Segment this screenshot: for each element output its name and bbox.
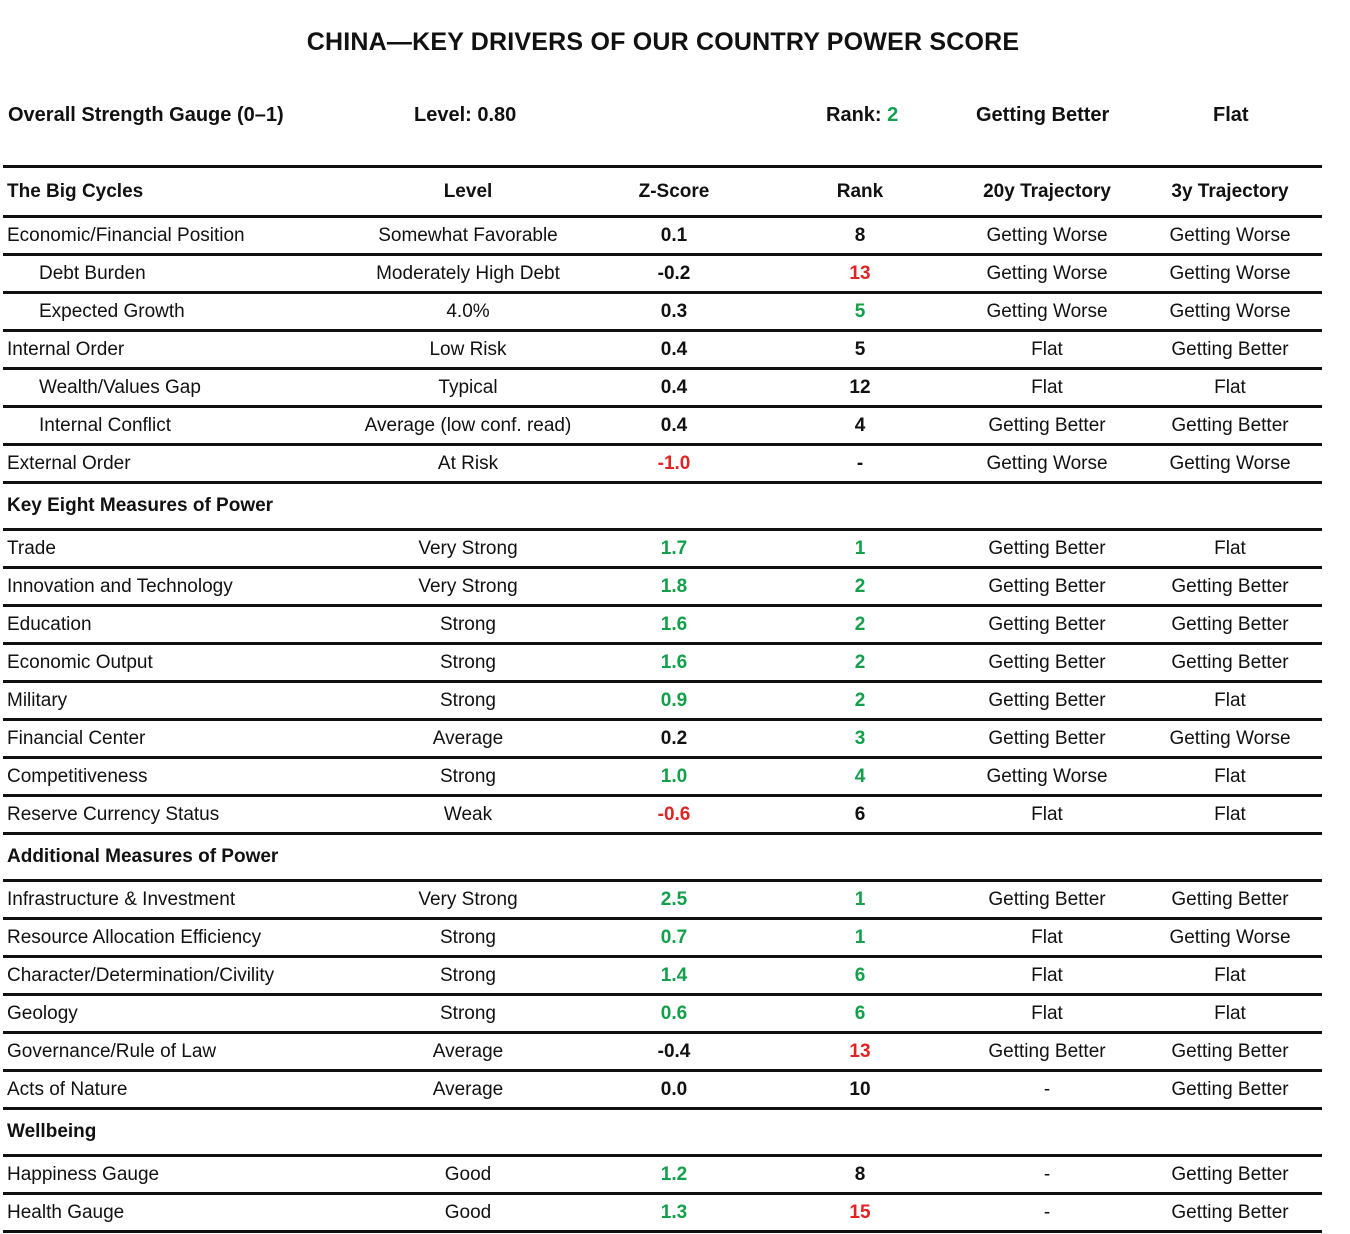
row-level: Strong — [440, 689, 496, 711]
row-level: Average — [432, 1040, 504, 1062]
row-20y-trajectory: Flat — [1031, 338, 1063, 360]
row-3y-trajectory: Getting Better — [1171, 338, 1289, 360]
section-header-row — [3, 484, 1322, 531]
row-20y-trajectory: Getting Better — [988, 537, 1106, 559]
row-z-score: -0.6 — [657, 803, 691, 825]
row-20y-trajectory: Getting Worse — [986, 262, 1108, 284]
row-3y-trajectory: Getting Worse — [1169, 224, 1291, 246]
row-20y-trajectory: - — [1043, 1201, 1051, 1223]
row-rank: 2 — [854, 651, 866, 673]
row-rank: 8 — [854, 224, 866, 246]
row-z-score: -0.4 — [657, 1040, 691, 1062]
row-3y-trajectory: Getting Better — [1171, 651, 1289, 673]
row-20y-trajectory: Getting Better — [988, 888, 1106, 910]
row-z-score: 0.1 — [660, 224, 688, 246]
row-name: Military — [7, 689, 68, 711]
row-name: Economic Output — [7, 651, 153, 673]
row-3y-trajectory: Getting Worse — [1169, 926, 1291, 948]
table-row — [3, 1157, 1322, 1195]
row-z-score: 0.2 — [660, 727, 688, 749]
table-row — [3, 1072, 1322, 1110]
row-rank: 5 — [854, 300, 866, 322]
row-20y-trajectory: Getting Better — [988, 575, 1106, 597]
row-rank: 8 — [854, 1163, 866, 1185]
row-3y-trajectory: Getting Worse — [1169, 300, 1291, 322]
table-row — [3, 218, 1322, 256]
overall-level: Level: 0.80 — [414, 104, 517, 126]
row-z-score: 1.8 — [660, 575, 688, 597]
overall-summary — [0, 104, 1326, 134]
row-z-score: 1.4 — [660, 964, 688, 986]
row-rank: 2 — [854, 575, 866, 597]
table-row — [3, 797, 1322, 835]
table-row — [3, 256, 1322, 294]
row-z-score: 2.5 — [660, 888, 688, 910]
row-level: Very Strong — [418, 888, 518, 910]
table-header-row — [3, 168, 1322, 218]
row-3y-trajectory: Flat — [1214, 537, 1246, 559]
row-name: Health Gauge — [7, 1201, 125, 1223]
row-z-score: 1.2 — [660, 1163, 688, 1185]
overall-rank-label: Rank: — [826, 104, 888, 126]
section-header-row — [3, 1110, 1322, 1157]
row-name: Acts of Nature — [7, 1078, 128, 1100]
table-row — [3, 882, 1322, 920]
row-3y-trajectory: Flat — [1214, 689, 1246, 711]
row-name: Education — [7, 613, 92, 635]
row-3y-trajectory: Getting Better — [1171, 575, 1289, 597]
row-20y-trajectory: - — [1043, 1078, 1051, 1100]
row-rank: 1 — [854, 537, 866, 559]
row-3y-trajectory: Getting Better — [1171, 1040, 1289, 1062]
row-20y-trajectory: Getting Better — [988, 613, 1106, 635]
row-name: Geology — [7, 1002, 78, 1024]
row-rank: 15 — [849, 1201, 871, 1223]
row-level: Strong — [440, 651, 496, 673]
column-header-z-score: Z-Score — [638, 180, 710, 202]
row-rank: 4 — [854, 414, 866, 436]
row-level: Good — [444, 1201, 492, 1223]
row-3y-trajectory: Getting Better — [1171, 414, 1289, 436]
overall-rank-value: 2 — [887, 104, 899, 126]
row-level: Average — [432, 727, 504, 749]
row-level: 4.0% — [446, 300, 490, 322]
row-20y-trajectory: Getting Worse — [986, 452, 1108, 474]
row-level: Good — [444, 1163, 492, 1185]
row-z-score: -1.0 — [657, 452, 691, 474]
row-rank: 3 — [854, 727, 866, 749]
row-20y-trajectory: Flat — [1031, 376, 1063, 398]
table-row — [3, 920, 1322, 958]
row-20y-trajectory: Getting Better — [988, 651, 1106, 673]
row-3y-trajectory: Flat — [1214, 803, 1246, 825]
row-z-score: 0.4 — [660, 338, 688, 360]
row-name: Debt Burden — [39, 262, 146, 284]
table-row — [3, 408, 1322, 446]
row-20y-trajectory: Getting Worse — [986, 224, 1108, 246]
column-header-level: Level — [443, 180, 493, 202]
overall-rank — [826, 104, 898, 127]
row-3y-trajectory: Getting Better — [1171, 1078, 1289, 1100]
row-3y-trajectory: Getting Better — [1171, 613, 1289, 635]
table-row — [3, 332, 1322, 370]
row-level: Average (low conf. read) — [364, 414, 572, 436]
row-3y-trajectory: Flat — [1214, 765, 1246, 787]
row-z-score: 1.6 — [660, 613, 688, 635]
table-row — [3, 607, 1322, 645]
row-rank: 12 — [849, 376, 871, 398]
table-row — [3, 1034, 1322, 1072]
column-header-big-cycles: The Big Cycles — [7, 180, 144, 202]
row-20y-trajectory: Getting Better — [988, 414, 1106, 436]
row-rank: 2 — [854, 613, 866, 635]
table-row — [3, 683, 1322, 721]
row-name: Innovation and Technology — [7, 575, 233, 597]
table-row — [3, 370, 1322, 408]
row-rank: 6 — [854, 964, 866, 986]
row-z-score: -0.2 — [657, 262, 691, 284]
row-name: Internal Conflict — [39, 414, 172, 436]
row-z-score: 0.9 — [660, 689, 688, 711]
row-name: Reserve Currency Status — [7, 803, 220, 825]
row-name: External Order — [7, 452, 131, 474]
table-row — [3, 645, 1322, 683]
row-level: Average — [432, 1078, 504, 1100]
row-level: Strong — [440, 765, 496, 787]
row-z-score: 1.7 — [660, 537, 688, 559]
row-z-score: 0.6 — [660, 1002, 688, 1024]
row-name: Wealth/Values Gap — [39, 376, 201, 398]
table-row — [3, 446, 1322, 484]
table-row — [3, 996, 1322, 1034]
row-z-score: 0.3 — [660, 300, 688, 322]
row-level: Strong — [440, 926, 496, 948]
section-title: Wellbeing — [7, 1121, 97, 1142]
row-20y-trajectory: Getting Worse — [986, 765, 1108, 787]
row-name: Economic/Financial Position — [7, 224, 245, 246]
row-3y-trajectory: Getting Better — [1171, 1163, 1289, 1185]
overall-3y-trajectory: Flat — [1213, 104, 1249, 126]
page-title: CHINA—KEY DRIVERS OF OUR COUNTRY POWER SCORE — [306, 28, 1020, 56]
row-rank: 5 — [854, 338, 866, 360]
row-level: Somewhat Favorable — [378, 224, 558, 246]
table-row — [3, 531, 1322, 569]
row-rank: 13 — [849, 262, 871, 284]
row-name: Expected Growth — [39, 300, 185, 322]
row-z-score: 1.6 — [660, 651, 688, 673]
overall-20y-trajectory: Getting Better — [976, 104, 1110, 126]
column-header-20y-trajectory: 20y Trajectory — [983, 180, 1111, 202]
row-rank: 6 — [854, 803, 866, 825]
row-level: Typical — [438, 376, 498, 398]
row-name: Resource Allocation Efficiency — [7, 926, 262, 948]
row-level: At Risk — [437, 452, 499, 474]
row-name: Happiness Gauge — [7, 1163, 160, 1185]
row-z-score: 0.4 — [660, 376, 688, 398]
row-20y-trajectory: Getting Better — [988, 689, 1106, 711]
row-20y-trajectory: Getting Worse — [986, 300, 1108, 322]
row-level: Strong — [440, 1002, 496, 1024]
row-level: Low Risk — [429, 338, 507, 360]
row-20y-trajectory: Flat — [1031, 803, 1063, 825]
row-level: Weak — [443, 803, 493, 825]
row-3y-trajectory: Getting Better — [1171, 1201, 1289, 1223]
section-header-row — [3, 835, 1322, 882]
row-rank: 13 — [849, 1040, 871, 1062]
row-rank: 4 — [854, 765, 866, 787]
row-name: Internal Order — [7, 338, 125, 360]
row-3y-trajectory: Flat — [1214, 376, 1246, 398]
table-row — [3, 759, 1322, 797]
row-3y-trajectory: Getting Better — [1171, 888, 1289, 910]
row-level: Strong — [440, 964, 496, 986]
row-level: Very Strong — [418, 575, 518, 597]
row-20y-trajectory: - — [1043, 1163, 1051, 1185]
row-rank: 2 — [854, 689, 866, 711]
table-row — [3, 721, 1322, 759]
row-3y-trajectory: Getting Worse — [1169, 727, 1291, 749]
row-20y-trajectory: Flat — [1031, 1002, 1063, 1024]
overall-gauge-label: Overall Strength Gauge (0–1) — [8, 104, 284, 126]
row-name: Competitiveness — [7, 765, 148, 787]
row-name: Financial Center — [7, 727, 146, 749]
row-name: Trade — [7, 537, 56, 559]
row-rank: 10 — [849, 1078, 871, 1100]
row-z-score: 0.7 — [660, 926, 688, 948]
section-title: Additional Measures of Power — [7, 846, 279, 867]
row-level: Moderately High Debt — [376, 262, 560, 284]
row-z-score: 1.0 — [660, 765, 688, 787]
table-row — [3, 1195, 1322, 1233]
row-z-score: 1.3 — [660, 1201, 688, 1223]
row-rank: 1 — [854, 888, 866, 910]
row-level: Very Strong — [418, 537, 518, 559]
section-title: Key Eight Measures of Power — [7, 495, 274, 516]
table-row — [3, 294, 1322, 332]
row-name: Infrastructure & Investment — [7, 888, 236, 910]
row-name: Governance/Rule of Law — [7, 1040, 217, 1062]
column-header-3y-trajectory: 3y Trajectory — [1171, 180, 1289, 202]
row-rank: - — [856, 452, 864, 474]
row-level: Strong — [440, 613, 496, 635]
row-20y-trajectory: Getting Better — [988, 1040, 1106, 1062]
row-z-score: 0.4 — [660, 414, 688, 436]
row-z-score: 0.0 — [660, 1078, 688, 1100]
column-header-rank: Rank — [836, 180, 884, 202]
row-20y-trajectory: Flat — [1031, 926, 1063, 948]
drivers-table — [3, 165, 1322, 1233]
row-rank: 1 — [854, 926, 866, 948]
row-name: Character/Determination/Civility — [7, 964, 275, 986]
row-3y-trajectory: Getting Worse — [1169, 452, 1291, 474]
row-20y-trajectory: Getting Better — [988, 727, 1106, 749]
row-3y-trajectory: Flat — [1214, 1002, 1246, 1024]
table-row — [3, 958, 1322, 996]
table-row — [3, 569, 1322, 607]
row-rank: 6 — [854, 1002, 866, 1024]
row-20y-trajectory: Flat — [1031, 964, 1063, 986]
row-3y-trajectory: Flat — [1214, 964, 1246, 986]
row-3y-trajectory: Getting Worse — [1169, 262, 1291, 284]
